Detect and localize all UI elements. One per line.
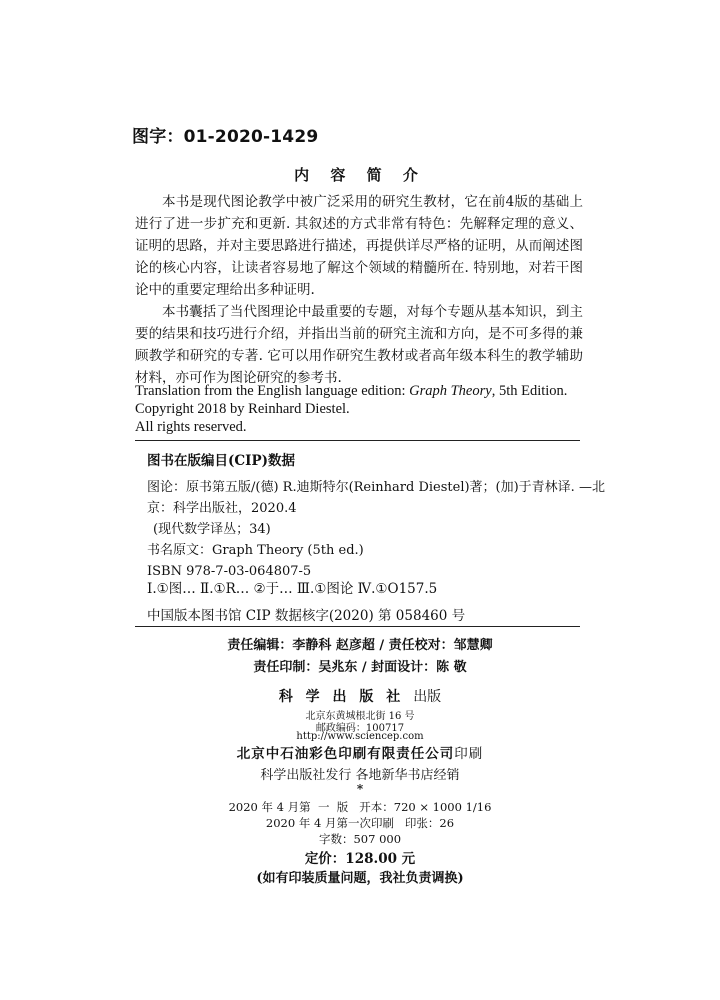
- registration-number: 图字：01-2020-1429: [132, 127, 319, 147]
- quality-notice: (如有印装质量问题，我社负责调换): [256, 871, 464, 886]
- cip-line: (现代数学译丛；34): [153, 522, 271, 537]
- cip-line: 图论：原书第五版/(德) R.迪斯特尔(Reinhard Diestel)著；(加)于青林译. —北: [147, 480, 605, 495]
- distribution-info: 科学出版社发行 各地新华书店经销: [260, 768, 460, 783]
- credits-editors: 责任编辑：李静科 赵彦超 / 责任校对：邹慧卿: [227, 638, 493, 653]
- translation-line: Translation from the English language edition: Graph Theory, 5th Edition.: [135, 383, 568, 399]
- summary-paragraph: 本书是现代图论教学中被广泛采用的研究生教材，它在前4版的基础上进行了进一步扩充和更新. 其叙述的方式非常有特色：先解释定理的意义、证明的思路，并对主要思路进行描述，再提供详尽严格的证明，从而阐述图论的核心内容，让读者容易地了解这个领域的精髓所在. 特别地，对若干图论中的重要定理给出多种证明.: [135, 194, 583, 298]
- summary-text: [135, 191, 583, 389]
- cip-number: 中国版本图书馆 CIP 数据核字(2020) 第 058460 号: [147, 608, 466, 624]
- publisher-address: 北京东黄城根北街 16 号: [305, 711, 415, 722]
- edition-specs: 2020 年 4 月第 一 版 开本：720 × 1000 1/16: [228, 800, 492, 814]
- divider-bottom: [135, 626, 580, 627]
- cip-line: 书名原文：Graph Theory (5th ed.): [147, 543, 364, 558]
- cip-title: 图书在版编目(CIP)数据: [147, 453, 295, 469]
- printing-specs: 2020 年 4 月第一次印刷 印张：26: [265, 816, 455, 830]
- publisher-website: http://www.sciencep.com: [296, 731, 424, 742]
- translation-notice: [135, 382, 590, 436]
- separator-star: *: [356, 782, 364, 796]
- summary-paragraph: 本书囊括了当代图理论中最重要的专题，对每个专题从基本知识，到主要的结果和技巧进行介绍，并指出当前的研究主流和方向，是不可多得的兼顾教学和研究的专著. 它可以用作研究生教材或者高年级本科生的教学辅助材料，亦可作为图论研究的参考书.: [135, 304, 583, 386]
- divider-top: [135, 440, 580, 441]
- rights-line: All rights reserved.: [135, 419, 247, 435]
- credits-production: 责任印制：吴兆东 / 封面设计：陈 敬: [253, 660, 467, 675]
- cip-line: 京：科学出版社，2020.4: [147, 501, 297, 516]
- cip-classification: Ⅰ.①图… Ⅱ.①R… ②于… Ⅲ.①图论 Ⅳ.①O157.5: [147, 581, 438, 597]
- cip-line: ISBN 978-7-03-064807-5: [147, 564, 312, 579]
- cip-record: [147, 477, 605, 582]
- word-count: 字数：507 000: [318, 832, 402, 846]
- summary-title: 内 容 简 介: [294, 166, 426, 184]
- printer-name: 北京中石油彩色印刷有限责任公司印刷: [236, 746, 484, 762]
- publisher-postcode: 邮政编码：100717: [315, 723, 405, 734]
- copyright-line: Copyright 2018 by Reinhard Diestel.: [135, 401, 350, 417]
- price: 定价：128.00 元: [304, 851, 416, 867]
- book-title-italic: Graph Theory: [409, 383, 492, 399]
- publisher-name: 科 学 出 版 社 出版: [278, 689, 442, 705]
